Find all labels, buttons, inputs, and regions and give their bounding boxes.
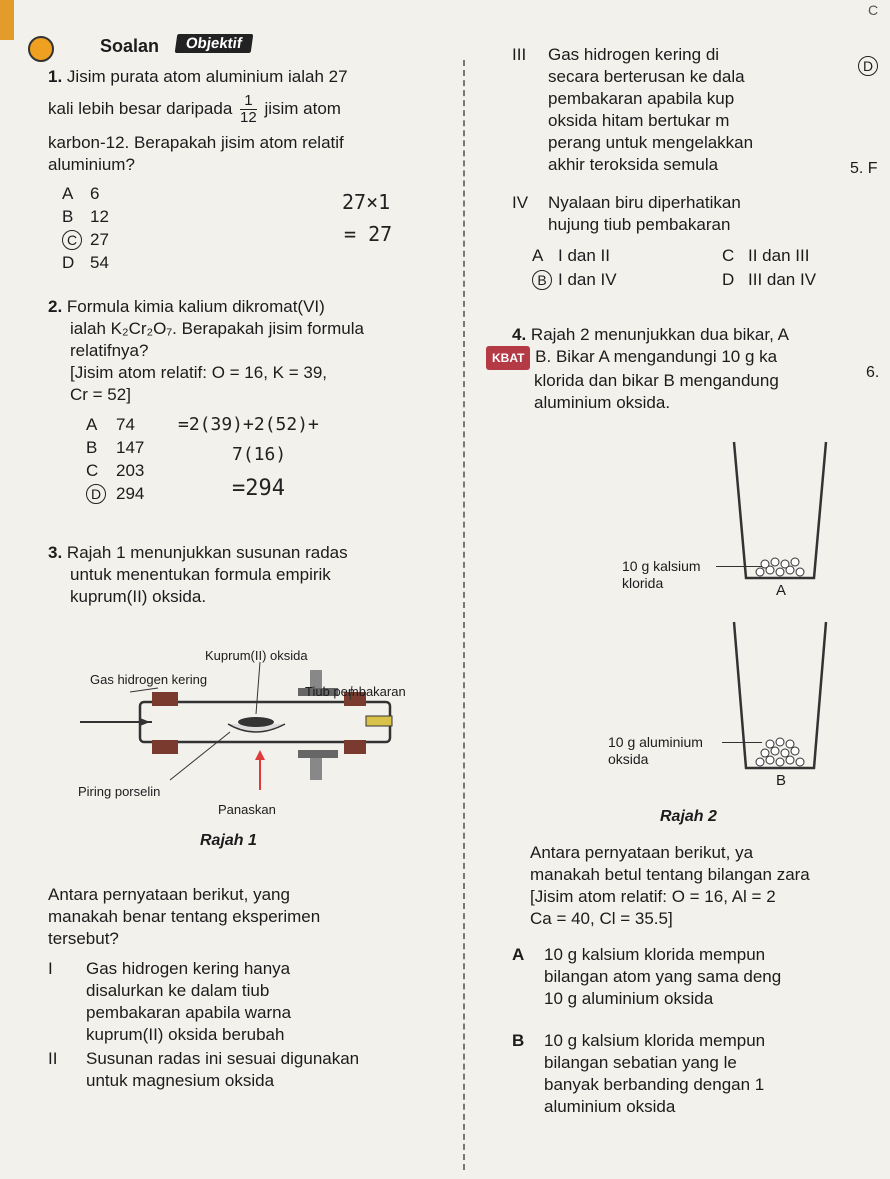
beaker-b (730, 620, 830, 770)
beaker-b-label: 10 g aluminium oksida (608, 734, 703, 767)
rajah1-label-heat: Panaskan (218, 802, 276, 817)
beaker-b-letter: B (776, 772, 787, 789)
beaker-a-pointer (716, 566, 762, 567)
column-divider (463, 60, 465, 1170)
q2-option-d[interactable]: D 294 (86, 482, 144, 505)
q1-options (62, 182, 109, 274)
q3-statement-4: IV Nyalaan biru diperhatikan hujung tiub pembakaran (512, 193, 741, 234)
rajah1-label-dish: Piring porselin (78, 784, 161, 799)
q3-statement-3: III Gas hidrogen kering di secara berterusan ke dala pembakaran apabila kup oksida hitam bertukar m perang untuk mengelakkan akhir teroksida semula (512, 45, 754, 174)
beaker-a (730, 440, 830, 580)
q2-option-b[interactable]: B 147 (86, 438, 145, 457)
beaker-a-letter: A (776, 582, 787, 599)
kbat-badge: KBAT (486, 346, 530, 370)
q2-handwriting-3: =294 (232, 476, 285, 501)
sidebar-stripe (0, 0, 14, 40)
rajah1-label-gas: Gas hidrogen kering (90, 672, 208, 687)
q3-statement-1: I Gas hidrogen kering hanya disalurkan ke dalam tiub pembakaran apabila warna kuprum(II) oksida berubah (48, 959, 292, 1044)
q2-option-a[interactable]: A 74 (86, 415, 135, 434)
q1-option-a[interactable]: A 6 (62, 184, 100, 203)
q4-option-b[interactable]: B 10 g kalsium klorida mempun bilangan sebatian yang le banyak berbanding dengan 1 aluminium oksida (512, 1031, 766, 1116)
q3-question: Antara pernyataan berikut, yang manakah benar tentang eksperimen tersebut? (48, 885, 321, 948)
q2-stem: 2. Formula kimia kalium dikromat(VI) ialah K₂Cr₂O₇. Berapakah jisim formula relatifnya? [Jisim atom relatif: O = 16, K = 39, Cr = 52] (48, 297, 364, 404)
q1-option-c[interactable]: C 27 (62, 228, 109, 251)
q2-handwriting-1: =2(39)+2(52)+ (178, 414, 319, 435)
q1-handwriting-1: 27×1 (342, 190, 391, 214)
q1-stem: 1. Jisim purata atom aluminium ialah 27 kali lebih besar daripada $\frac{1}{12}$ jisim atom karbon-12. Berapakah jisim atom relatif aluminium? (48, 67, 348, 175)
rajah2-caption: Rajah 2 (660, 808, 717, 825)
q1-handwriting-2: = 27 (344, 222, 393, 246)
q3-option-c[interactable]: C II dan III (722, 246, 810, 265)
q2-option-c[interactable]: C 203 (86, 461, 145, 480)
section-tag: Objektif (176, 34, 252, 53)
beaker-b-pointer (722, 742, 762, 743)
rajah1-label-top: Kuprum(II) oksida (205, 648, 308, 663)
q3-option-b[interactable]: B I dan IV (532, 268, 722, 292)
q4-stem: 4. Rajah 2 menunjukkan dua bikar, A KBAT B. Bikar A mengandungi 10 g ka klorida dan bikar B mengandung aluminium oksida. (512, 324, 852, 414)
q6-side-number: 6. (866, 364, 880, 381)
q2-handwriting-2: 7(16) (232, 444, 287, 465)
q3-option-a[interactable]: A I dan II (532, 246, 610, 265)
q3-options (532, 244, 882, 292)
rajah1-caption: Rajah 1 (200, 832, 257, 849)
rajah1-label-tube: Tiub pembakaran (305, 684, 406, 699)
page-corner-letter: C (868, 2, 879, 18)
side-mark-d: D (858, 56, 878, 76)
q4-option-a[interactable]: A 10 g kalsium klorida mempun bilangan atom yang sama deng 10 g aluminium oksida (512, 945, 782, 1008)
question-icon (28, 36, 54, 62)
q3-option-d[interactable]: D III dan IV (722, 270, 817, 289)
beaker-a-label: 10 g kalsium klorida (622, 558, 701, 591)
q2-options (86, 413, 144, 505)
q3-statement-2: II Susunan radas ini sesuai digunakan untuk magnesium oksida (48, 1049, 360, 1090)
q4-question: Antara pernyataan berikut, ya manakah betul tentang bilangan zara [Jisim atom relatif: O = 16, Al = 2 Ca = 40, Cl = 35.5] (530, 843, 810, 928)
q1-option-d[interactable]: D 54 (62, 253, 109, 272)
q1-option-b[interactable]: B 12 (62, 207, 109, 226)
q5-side-number: 5. F (850, 160, 878, 177)
q3-stem: 3. Rajah 1 menunjukkan susunan radas untuk menentukan formula empirik kuprum(II) oksida. (48, 543, 348, 606)
section-title: Soalan (100, 36, 160, 56)
